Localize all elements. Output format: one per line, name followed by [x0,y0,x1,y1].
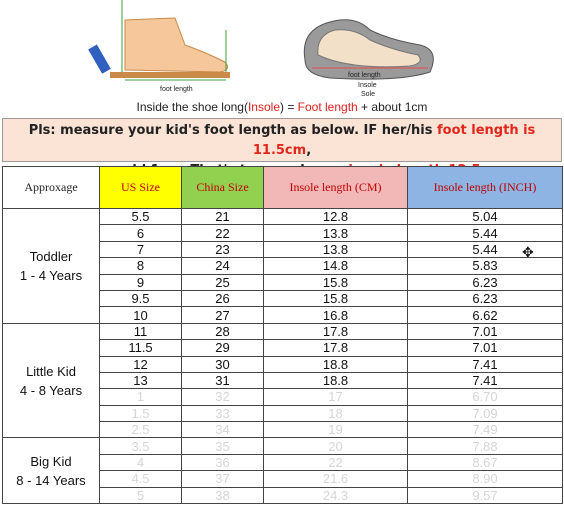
foot-diagram [0,0,564,100]
us-size-cell: 11 [100,323,182,339]
measure-notice: Pls: measure your kid's foot length as below. IF her/his foot length is 11.5cm, [2,118,562,162]
insole-inch-cell: 7.41 [408,356,563,372]
svg-text:foot length: foot length [348,72,381,79]
insole-inch-cell: 9.57 [408,487,563,503]
china-size-cell: 27 [182,307,264,323]
insole-cm-cell: 15.8 [264,274,408,290]
svg-text:Sole: Sole [361,91,376,98]
us-size-cell: 12 [100,356,182,372]
insole-cm-cell: 18 [264,405,408,421]
china-size-cell: 26 [182,290,264,306]
age-group-name: Toddler [29,248,73,264]
china-size-cell: 32 [182,389,264,405]
foot-length-label: foot length [160,86,193,93]
header-us-size: US Size [100,167,182,209]
china-size-cell: 29 [182,340,264,356]
age-group-cell [3,323,100,438]
insole-cm-cell: 17.8 [264,340,408,356]
age-group-range: 1 - 4 Years [19,267,83,283]
table-row [3,438,563,454]
insole-inch-cell: 7.41 [408,372,563,388]
us-size-cell: 4 [100,454,182,470]
age-group-name: Big Kid [30,453,72,469]
china-size-cell: 36 [182,454,264,470]
insole-inch-cell: 7.88 [408,438,563,454]
us-size-cell: 6 [100,225,182,241]
insole-inch-cell: 7.01 [408,323,563,339]
china-size-cell: 28 [182,323,264,339]
crosshair-cursor-icon: ✥ [522,244,534,260]
china-size-cell: 23 [182,241,264,257]
table-header-row [3,167,563,209]
china-size-cell: 33 [182,405,264,421]
china-size-cell: 34 [182,422,264,438]
us-size-cell: 9 [100,274,182,290]
insole-cm-cell: 18.8 [264,372,408,388]
table-row [3,323,563,339]
insole-inch-cell: 7.09 [408,405,563,421]
insole-cm-cell: 15.8 [264,290,408,306]
insole-inch-cell: 6.70 [408,389,563,405]
age-group-range: 4 - 8 Years [19,382,83,398]
insole-cm-cell: 18.8 [264,356,408,372]
china-size-cell: 37 [182,471,264,487]
insole-cm-cell: 19 [264,422,408,438]
age-group-name: Little Kid [26,363,76,379]
us-size-cell: 11.5 [100,340,182,356]
insole-cm-cell: 14.8 [264,258,408,274]
insole-cm-cell: 22 [264,454,408,470]
age-group-cell [3,209,100,324]
insole-inch-cell: 8.90 [408,471,563,487]
china-size-cell: 25 [182,274,264,290]
china-size-cell: 21 [182,209,264,225]
insole-inch-cell: 5.44 [408,241,563,257]
insole-cm-cell: 20 [264,438,408,454]
header-approxage: Approxage [3,167,100,209]
insole-cm-cell: 17.8 [264,323,408,339]
us-size-cell: 2.5 [100,422,182,438]
insole-caption: Inside the shoe long(Insole) = Foot length + about 1cm [136,100,428,114]
insole-cm-cell: 13.8 [264,241,408,257]
header-china-size: China Size [182,167,264,209]
us-size-cell: 10 [100,307,182,323]
age-group-range: 8 - 14 Years [16,472,86,488]
us-size-cell: 13 [100,372,182,388]
us-size-cell: 7 [100,241,182,257]
insole-inch-cell: 5.83 [408,258,563,274]
china-size-cell: 38 [182,487,264,503]
svg-text:Insole: Insole [358,82,377,89]
insole-inch-cell: 7.49 [408,422,563,438]
age-group-cell [3,438,100,504]
china-size-cell: 30 [182,356,264,372]
china-size-cell: 22 [182,225,264,241]
us-size-cell: 1.5 [100,405,182,421]
insole-inch-cell: 6.23 [408,274,563,290]
insole-cm-cell: 24.3 [264,487,408,503]
insole-cm-cell: 13.8 [264,225,408,241]
insole-inch-cell: 8.67 [408,454,563,470]
insole-inch-cell: 6.23 [408,290,563,306]
header-insole-cm: Insole length (CM) [264,167,408,209]
us-size-cell: 5.5 [100,209,182,225]
us-size-cell: 5 [100,487,182,503]
us-size-cell: 1 [100,389,182,405]
us-size-cell: 9.5 [100,290,182,306]
insole-cm-cell: 17 [264,389,408,405]
header-insole-inch: Insole length (INCH) [408,167,563,209]
china-size-cell: 24 [182,258,264,274]
insole-inch-cell: 5.04 [408,209,563,225]
size-chart-table [2,166,563,504]
insole-cm-cell: 12.8 [264,209,408,225]
china-size-cell: 31 [182,372,264,388]
insole-inch-cell: 5.44 [408,225,563,241]
us-size-cell: 4.5 [100,471,182,487]
us-size-cell: 8 [100,258,182,274]
measurement-illustration [0,0,564,118]
insole-inch-cell: 6.62 [408,307,563,323]
us-size-cell: 3.5 [100,438,182,454]
table-row [3,209,563,225]
insole-cm-cell: 21.6 [264,471,408,487]
insole-inch-cell: 7.01 [408,340,563,356]
insole-cm-cell: 16.8 [264,307,408,323]
china-size-cell: 35 [182,438,264,454]
